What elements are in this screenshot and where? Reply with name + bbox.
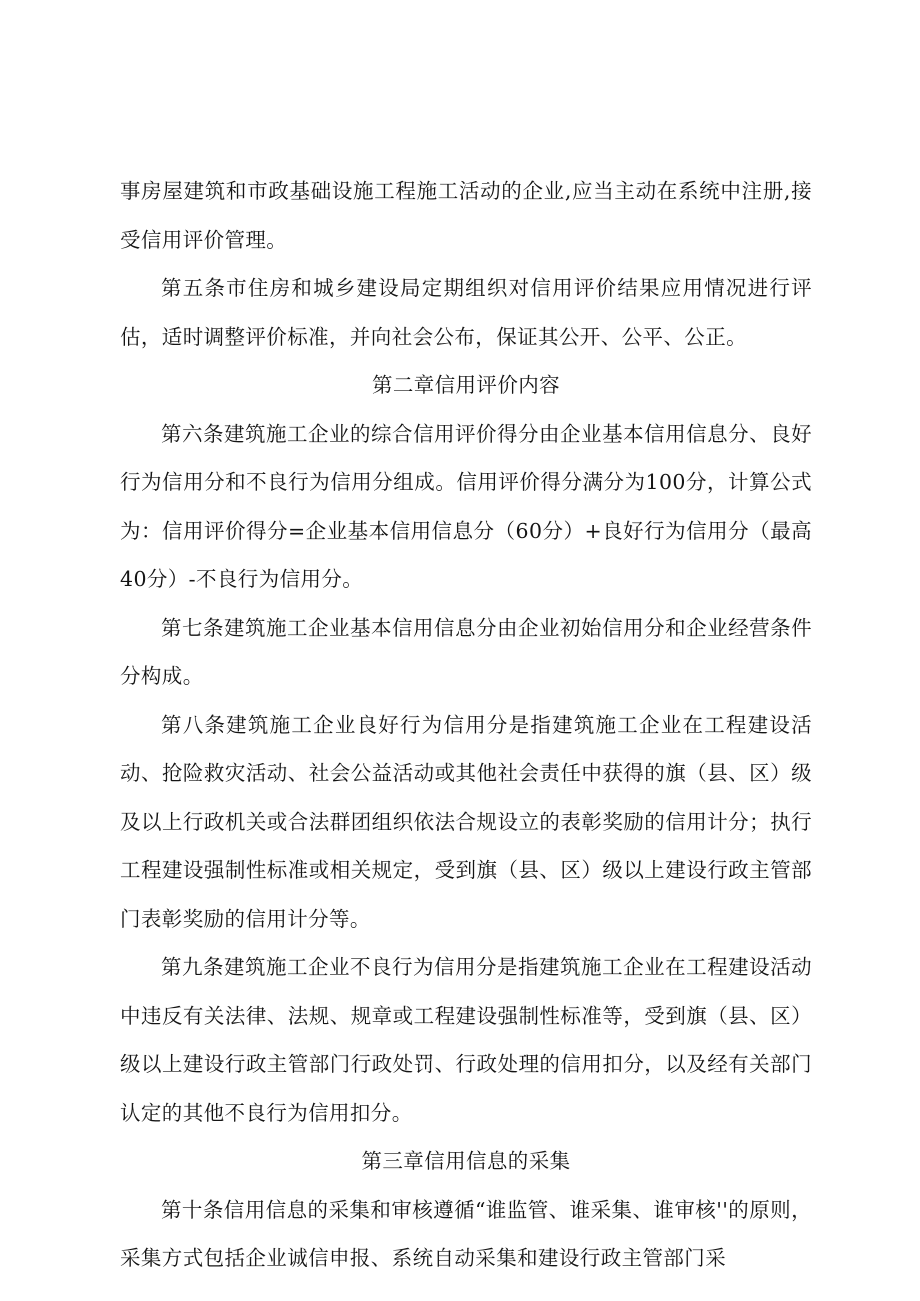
paragraph-article-5: 第五条市住房和城乡建设局定期组织对信用评价结果应用情况进行评估，适时调整评价标准，并向社会公布，保证其公开、公平、公正。 — [120, 276, 812, 349]
paragraph-registration: 事房屋建筑和市政基础设施工程施工活动的企业,应当主动在系统中注册,接受信用评价管理。 — [120, 179, 812, 252]
paragraph-article-7: 第七条建筑施工企业基本信用信息分由企业初始信用分和企业经营条件分构成。 — [120, 615, 812, 688]
paragraph-article-8: 第八条建筑施工企业良好行为信用分是指建筑施工企业在工程建设活动、抢险救灾活动、社会公益活动或其他社会责任中获得的旗（县、区）级及以上行政机关或合法群团组织依法合规设立的表彰奖励的信用计分；执行工程建设强制性标准或相关规定，受到旗（县、区）级以上建设行政主管部门表彰奖励的信用计分等。 — [120, 712, 812, 931]
paragraph-article-9: 第九条建筑施工企业不良行为信用分是指建筑施工企业在工程建设活动中违反有关法律、法规、规章或工程建设强制性标准等，受到旗（县、区）级以上建设行政主管部门行政处罚、行政处理的信用扣分，以及经有关部门认定的其他不良行为信用扣分。 — [120, 955, 812, 1125]
paragraph-article-6: 第六条建筑施工企业的综合信用评价得分由企业基本信用信息分、良好行为信用分和不良行为信用分组成。信用评价得分满分为100分，计算公式为：信用评价得分=企业基本信用信息分（60分）+良好行为信用分（最高40分）-不良行为信用分。 — [120, 421, 812, 591]
chapter-3-heading: 第三章信用信息的采集 — [361, 1149, 571, 1173]
paragraph-article-10: 第十条信用信息的采集和审核遵循“谁监管、谁采集、谁审核''的原则，采集方式包括企业诚信申报、系统自动采集和建设行政主管部门采 — [120, 1197, 812, 1270]
document-body — [120, 167, 812, 1283]
chapter-2-heading: 第二章信用评价内容 — [371, 373, 561, 397]
